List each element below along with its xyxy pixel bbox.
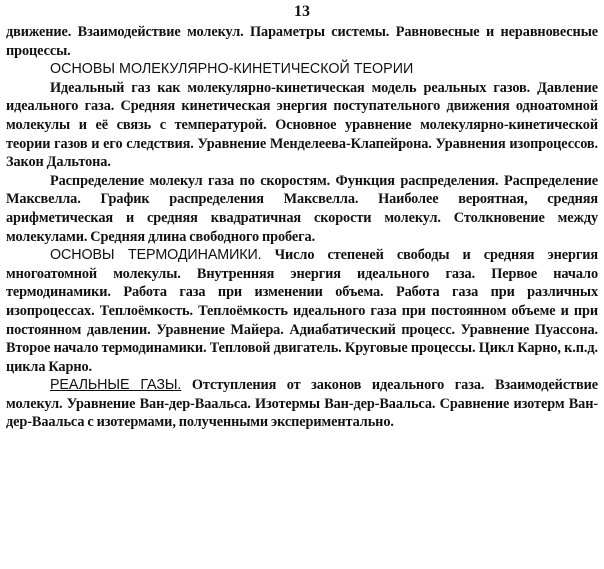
section-heading-real-gases: РЕАЛЬНЫЕ ГАЗЫ. [50, 377, 182, 394]
thermodynamics-text: Число степеней свободы и средняя энергия многоатомной молекулы. Внутренняя энергия идеального газа. Первое начало термодинамики. Работа газа при изменении объема. Работа газа при различных изопроцессах. Теплоёмкость. Теплоёмкость идеального газа при постоянном объеме и при постоянном давлении. Уравнение Майера. Адиабатический процесс. Уравнение Пуассона. Второе начало термодинамики. Тепловой двигатель. Круговые процессы. Цикл Карно, к.п.д. цикла Карно. [6, 247, 598, 375]
section-heading-thermodynamics: ОСНОВЫ ТЕРМОДИНАМИКИ. [50, 247, 262, 264]
intro-paragraph: движение. Взаимодействие молекул. Параметры системы. Равновесные и неравновесные процессы. [6, 24, 598, 59]
thermodynamics-paragraph [6, 246, 598, 376]
real-gases-text: Отступления от законов идеального газа. Взаимодействие молекул. Уравнение Ван-дер-Ваальса. Изотермы Ван-дер-Ваальса. Сравнение изотерм Ван-дер-Ваальса с изотермами, полученными экспериментально. [6, 377, 598, 431]
page-number: 13 [294, 3, 310, 20]
real-gases-paragraph [6, 376, 598, 432]
section-heading-mkt: ОСНОВЫ МОЛЕКУЛЯРНО-КИНЕТИЧЕСКОЙ ТЕОРИИ [50, 61, 414, 78]
document-page [6, 2, 598, 565]
mkt-paragraph-2: Распределение молекул газа по скоростям. Функция распределения. Распределение Максвелла. График распределения Максвелла. Наиболее вероятная, средняя арифметическая и средняя квадратичная скорости молекул. Столкновение между молекулами. Средняя длина свободного пробега. [6, 172, 598, 245]
mkt-paragraph-1: Идеальный газ как молекулярно-кинетическая модель реальных газов. Давление идеального газа. Средняя кинетическая энергия поступательного движения одноатомной молекулы и её связь с температурой. Основное уравнение молекулярно-кинетической теории газов и его следствия. Уравнение Менделеева-Клапейрона. Уравнения изопроцессов. Закон Дальтона. [6, 79, 598, 171]
